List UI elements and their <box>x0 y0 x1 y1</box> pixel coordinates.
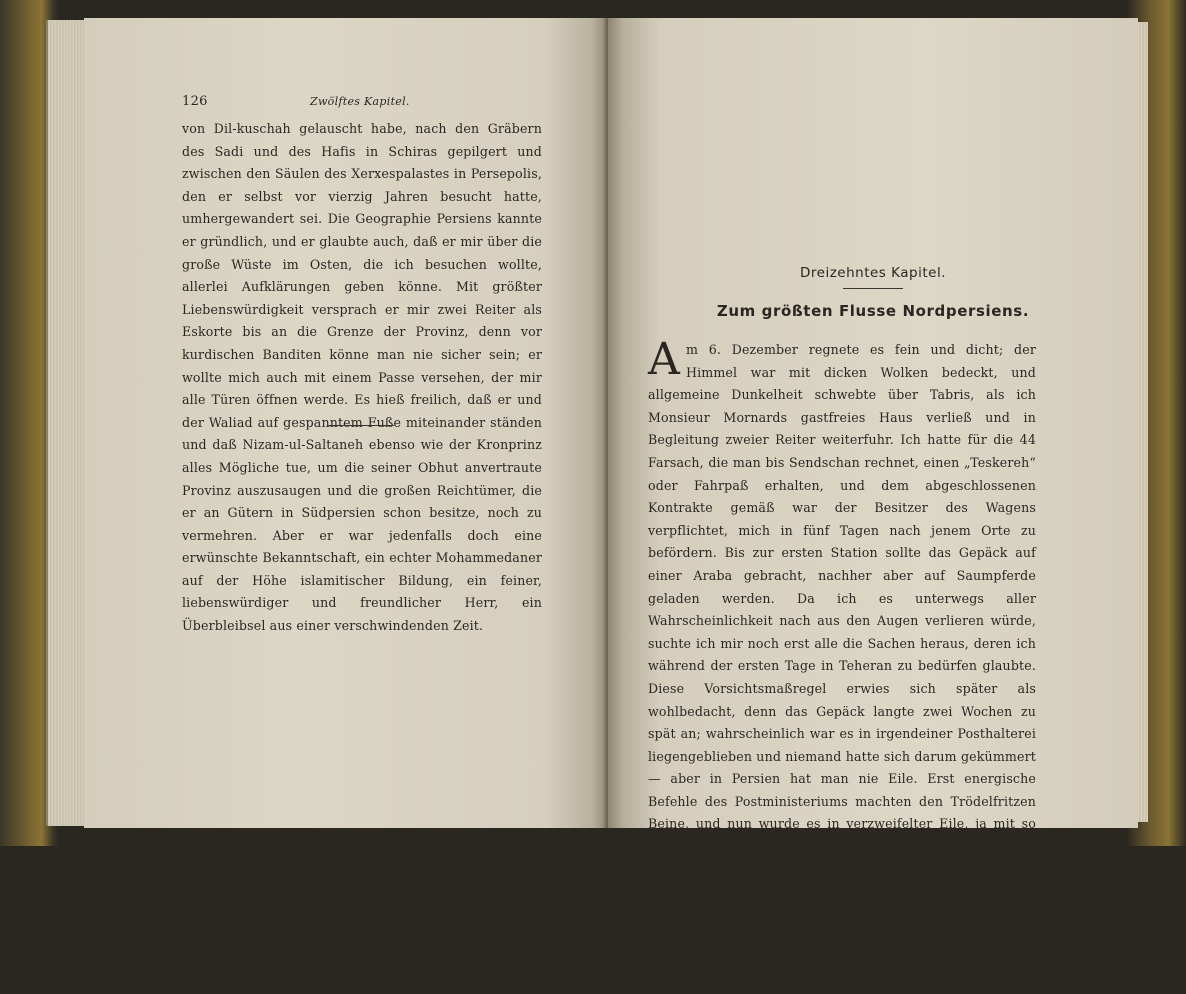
right-paragraph-1-text: m 6. Dezember regnete es fein und dicht; der Himmel war mit dicken Wolken bedeckt, und allgemeine Dunkelheit schwebte über Tabris, als ich Monsieur Mornards gastfreies Haus verließ und in Begleitung zweier Reiter weiterfuhr. Ich hatte für die 44 Farsach, die man bis Sendschan rechnet, einen „Teskereh“ oder Fahrpaß erhalten, und dem abgeschlossenen Kontrakte gemäß war der Besitzer des Wagens verpflichtet, mich in fünf Tagen nach jenem Orte zu befördern. Bis zur ersten Station sollte das Gepäck auf einer Araba gebracht, nachher aber auf Saumpferde geladen werden. Da ich es unterwegs aller Wahrscheinlichkeit nach aus den Augen verlieren würde, suchte ich mir noch erst alle die Sachen heraus, deren ich während der ersten Tage in Teheran zu bedürfen glaubte. Diese Vorsichtsmaßregel erwies sich später als wohlbedacht, denn das Gepäck langte zwei Wochen zu spät an; wahrscheinlich war es in irgendeiner Posthalterei liegengeblieben und niemand hatte sich darum gekümmert — aber in Persien hat man nie Eile. Erst energische Befehle des Postministeriums machten den Trödelfritzen Beine, und nun wurde es in verzweifelter Eile, ja mit so toller Geschwindigkeit weiterbefördert, daß verschiedene Sachen in entsetzlicher Verfassung ankamen und etwa zwei Dutzend wertvoller photographischer Platten gänzlich ruiniert waren. <box>648 342 1036 922</box>
page-edges-left <box>46 20 88 826</box>
left-page-body <box>182 118 542 638</box>
page-number: 126 <box>182 94 208 109</box>
right-page <box>608 18 1138 990</box>
section-end-rule <box>328 425 394 426</box>
running-title: Zwölftes Kapitel. <box>310 95 410 108</box>
right-paragraph-2: Mit einem Gefühl der Erleichterung lasse ich die letzten Gassen hinter mir zurück, seelenfroh, daß ich jetzt nicht mehr Kindern und <box>648 929 1036 990</box>
chapter-number: Dreizehntes Kapitel. <box>800 265 946 281</box>
right-page-body <box>648 334 1036 994</box>
chapter-rule <box>843 288 903 289</box>
left-paragraph: von Dil-kuschah gelauscht habe, nach den Gräbern des Sadi und des Hafis in Schiras gepilgert und zwischen den Säulen des Xerxespalastes in Persepolis, den er selbst vor vierzig Jahren besucht hatte, umhergewandert sei. Die Geographie Persiens kannte er gründlich, und er glaubte auch, daß er mir über die große Wüste im Osten, die ich besuchen wollte, allerlei Aufklärungen geben könne. Mit größter Liebenswürdigkeit versprach er mir zwei Reiter als Eskorte bis an die Grenze der Provinz, denn vor kurdischen Banditen könne man nie sicher sein; er wollte mich auch mit einem Passe versehen, der mir alle Türen öffnen werde. Es hieß freilich, daß er und der Waliad auf gespanntem Fuße miteinander ständen und daß Nizam-ul-Saltaneh ebenso wie der Kronprinz alles Mögliche tue, um die seiner Obhut anvertraute Provinz auszusaugen und die großen Reichtümer, die er an Gütern in Südpersien schon besitze, noch zu vermehren. Aber er war jedenfalls doch eine erwünschte Bekanntschaft, ein echter Mohammedaner auf der Höhe islamitischer Bildung, ein feiner, liebenswürdiger und freundlicher Herr, ein Überbleibsel aus einer verschwindenden Zeit. <box>182 121 542 634</box>
right-paragraph-1 <box>648 334 1036 926</box>
left-page <box>84 18 608 828</box>
drop-cap: A <box>648 334 680 385</box>
chapter-title: Zum größten Flusse Nordpersiens. <box>716 302 1030 320</box>
